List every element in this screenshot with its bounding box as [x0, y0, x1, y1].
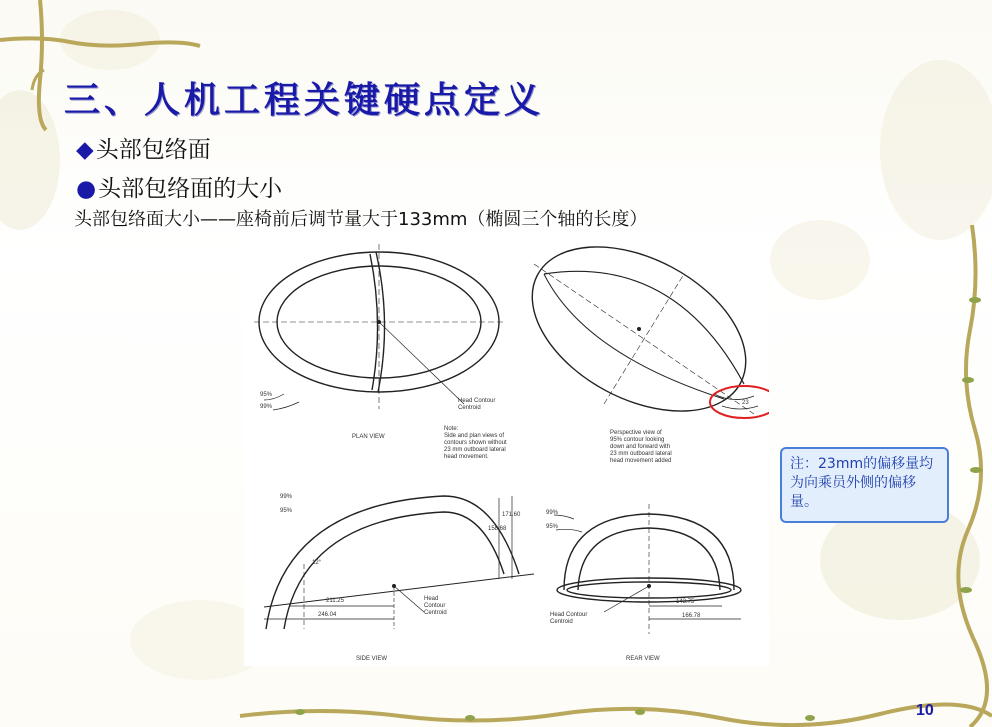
- diamond-bullet-icon: ◆: [76, 137, 94, 163]
- rear-centroid-label: Head Contour Centroid: [550, 612, 588, 625]
- perspective-ellipsoid: [505, 234, 769, 445]
- side-dimension-1: 211.25: [326, 598, 344, 604]
- side-dimension-2: 246.04: [318, 612, 337, 618]
- bullet-head-envelope: [76, 131, 211, 164]
- side-angle-label: 12°: [312, 560, 322, 566]
- plan-view-title: PLAN VIEW: [352, 434, 385, 440]
- bullet-head-envelope-size: [76, 170, 282, 203]
- side-outer-arc: [266, 496, 519, 629]
- side-dimension-3: 158.68: [488, 526, 507, 532]
- page-number: 10: [916, 702, 934, 719]
- offset-note-text: 注：23mm的偏移量均为向乘员外侧的偏移量。: [790, 456, 934, 510]
- plan-note: Note: Side and plan views of contours shown without 23 mm outboard lateral head movement.: [444, 426, 507, 460]
- head-contour-figure: [244, 234, 769, 666]
- rear-view-title: REAR VIEW: [626, 656, 660, 662]
- offset-highlight-circle: [710, 386, 769, 418]
- side-view-title: SIDE VIEW: [356, 656, 388, 662]
- size-description: 头部包络面大小——座椅前后调节量大于133mm（椭圆三个轴的长度）: [74, 209, 648, 230]
- side-centroid-label: Head Contour Centroid: [424, 596, 447, 616]
- perspective-note: Perspective view of 95% contour looking down and forward with 23 mm outboard lateral head movement added: [610, 430, 672, 464]
- side-dimension-4: 171.60: [502, 512, 521, 518]
- slide-title: 三、人机工程关键硬点定义: [64, 80, 545, 121]
- bullet-text: 头部包络面的大小: [98, 176, 283, 202]
- rear-label-99: 99%: [546, 510, 559, 516]
- plan-label-99: 99%: [260, 404, 273, 410]
- rear-dimension-2: 166.78: [682, 613, 701, 619]
- rear-dimension-1: 143.75: [676, 599, 695, 605]
- bullet-text: 头部包络面: [95, 137, 211, 163]
- rear-label-95: 95%: [546, 524, 559, 530]
- plan-label-95: 95%: [260, 392, 273, 398]
- side-label-99: 99%: [280, 494, 293, 500]
- dot-bullet-icon: ●: [76, 176, 97, 202]
- side-label-95: 95%: [280, 508, 293, 514]
- perspective-offset-label: 23: [742, 400, 749, 406]
- plan-centroid-label: Head Contour Centroid: [458, 398, 496, 411]
